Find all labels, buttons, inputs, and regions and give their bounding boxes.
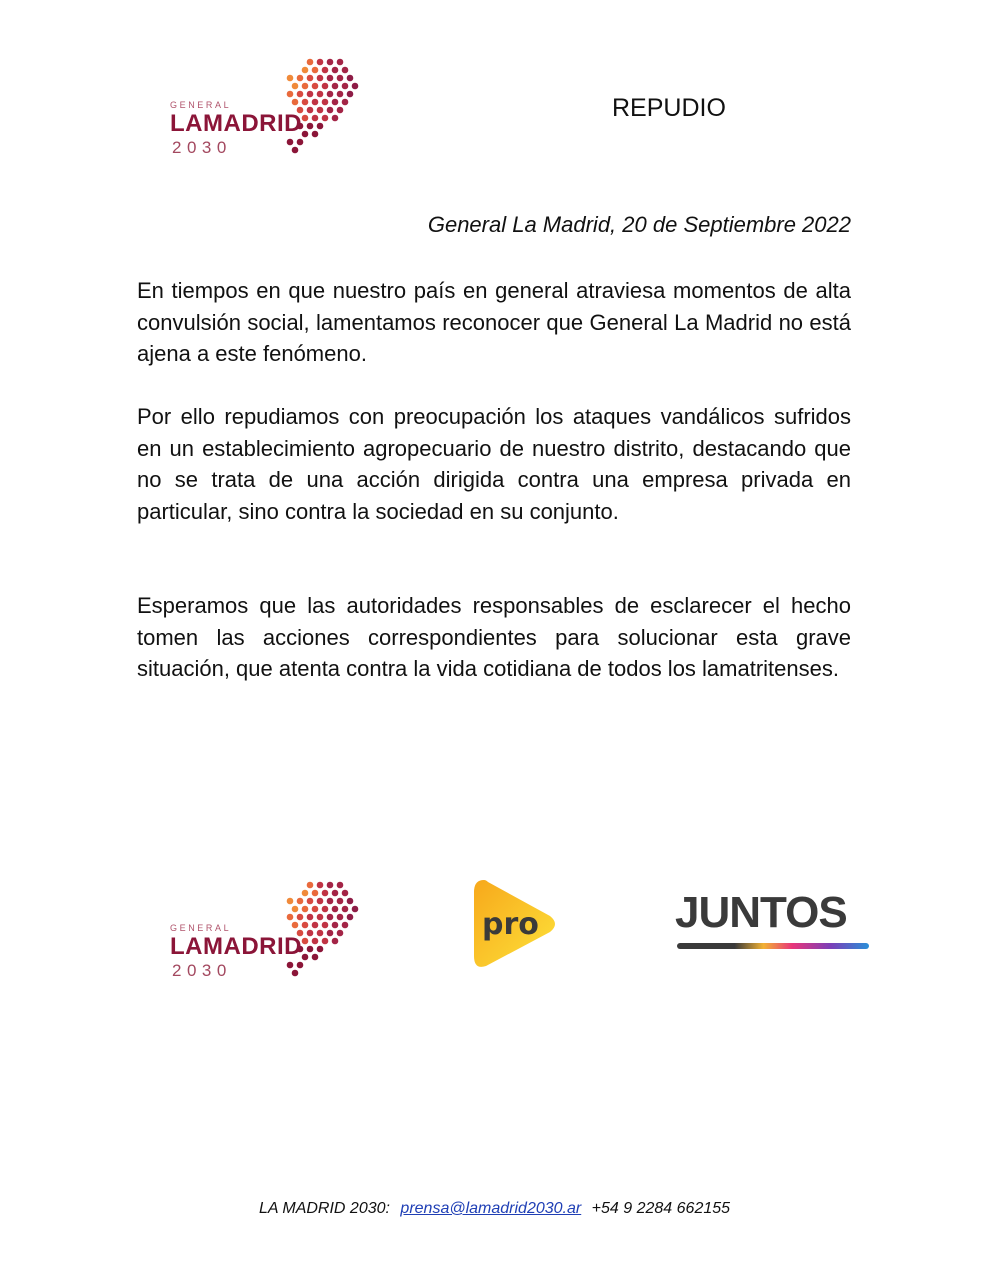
logo-dot <box>317 107 324 114</box>
logo-dot <box>302 906 309 913</box>
logo-dot <box>287 914 294 921</box>
logo-dot <box>317 882 324 889</box>
logo-dot <box>327 107 334 114</box>
logo-dot <box>327 914 334 921</box>
logo-dot <box>347 75 354 82</box>
paragraph-3: Esperamos que las autoridades responsables de esclarecer el hecho tomen las acciones correspondientes para solucionar esta grave situación, que atenta contra la vida cotidiana de todos los lamatritenses. <box>137 593 851 681</box>
logo-dot <box>297 91 304 98</box>
logo-dot <box>342 906 349 913</box>
logo-dot <box>297 139 304 146</box>
dots-map-icon <box>282 56 362 156</box>
logo-dot <box>342 99 349 106</box>
logo-dot <box>317 75 324 82</box>
logo-dot <box>292 99 299 106</box>
logo-dot <box>322 890 329 897</box>
logo-dot <box>342 83 349 90</box>
logo-dot <box>287 139 294 146</box>
logo-dot <box>322 83 329 90</box>
logo-dot <box>302 922 309 929</box>
logo-dot <box>297 75 304 82</box>
logo-dot <box>317 91 324 98</box>
logo-dot <box>287 91 294 98</box>
logo-dot <box>302 115 309 122</box>
logo-dot <box>332 67 339 74</box>
juntos-logo <box>675 888 871 958</box>
logo-dot <box>302 99 309 106</box>
logo-general-text: GENERAL <box>170 100 232 110</box>
pro-logo <box>470 876 560 972</box>
logo-dot <box>297 898 304 905</box>
logo-dot <box>332 890 339 897</box>
logo-lamadrid-text: LAMADRID <box>170 933 302 960</box>
logo-dot <box>332 99 339 106</box>
logo-dot <box>312 954 319 961</box>
logo-dot <box>312 938 319 945</box>
logo-dot <box>322 99 329 106</box>
logo-dot <box>347 91 354 98</box>
logo-dot <box>302 131 309 138</box>
logo-dot <box>312 115 319 122</box>
logo-dot <box>292 83 299 90</box>
logo-dot <box>312 67 319 74</box>
footer-email-link[interactable]: prensa@lamadrid2030.ar <box>400 1200 582 1217</box>
logo-dot <box>327 930 334 937</box>
logo-dot <box>337 91 344 98</box>
logo-dot <box>342 890 349 897</box>
footer-contact <box>0 1200 989 1218</box>
pro-logo-text: pro <box>482 907 539 942</box>
logo-general-text: GENERAL <box>170 923 232 933</box>
logo-dot <box>337 898 344 905</box>
logo-dot <box>332 83 339 90</box>
paragraph-2: Por ello repudiamos con preocupación los ataques vandálicos sufridos en un establecimiento agropecuario de nuestro distrito, destacando que no se trata de una acción dirigida contra una empresa privada en particular, sino contra la sociedad en su conjunto. <box>137 404 851 524</box>
logo-dot <box>307 91 314 98</box>
logo-dot <box>302 67 309 74</box>
logo-dot <box>352 83 359 90</box>
logo-dot <box>337 930 344 937</box>
logo-dot <box>322 922 329 929</box>
footer-phone: +54 9 2284 662155 <box>591 1200 731 1217</box>
logo-dot <box>307 946 314 953</box>
lamadrid-2030-logo-bottom <box>170 879 370 989</box>
logo-dot <box>292 922 299 929</box>
logo-dot <box>317 914 324 921</box>
logo-dot <box>312 131 319 138</box>
logo-lamadrid-text: LAMADRID <box>170 110 302 137</box>
logo-dot <box>317 123 324 130</box>
logo-dot <box>297 962 304 969</box>
logo-dot <box>302 954 309 961</box>
logo-dot <box>307 898 314 905</box>
logo-dot <box>337 59 344 66</box>
logo-dot <box>312 890 319 897</box>
dots-map-icon <box>282 879 362 979</box>
logo-dot <box>327 91 334 98</box>
logo-dot <box>347 898 354 905</box>
logo-dot <box>307 882 314 889</box>
logo-dot <box>287 962 294 969</box>
logo-dot <box>302 83 309 90</box>
logo-dot <box>342 922 349 929</box>
logo-dot <box>287 898 294 905</box>
paragraph-1: En tiempos en que nuestro país en general atraviesa momentos de alta convulsión social, lamentamos reconocer que General La Madrid no está ajena a este fenómeno. <box>137 278 851 366</box>
logo-dot <box>292 906 299 913</box>
logo-dot <box>332 115 339 122</box>
juntos-logo-text: JUNTOS <box>675 888 847 937</box>
logo-dot <box>312 906 319 913</box>
logo-dot <box>332 906 339 913</box>
logo-dot <box>352 906 359 913</box>
logo-year-text: 2030 <box>172 961 232 980</box>
logo-dot <box>332 938 339 945</box>
logo-dot <box>307 59 314 66</box>
logo-dot <box>307 75 314 82</box>
logo-dot <box>327 898 334 905</box>
logo-dot <box>337 914 344 921</box>
page-title: REPUDIO <box>612 94 726 122</box>
logo-dot <box>312 99 319 106</box>
logo-dot <box>332 922 339 929</box>
logo-dot <box>317 898 324 905</box>
logo-dot <box>297 914 304 921</box>
logo-dot <box>342 67 349 74</box>
logo-dot <box>317 946 324 953</box>
date-line: General La Madrid, 20 de Septiembre 2022 <box>427 212 851 237</box>
logo-dot <box>302 890 309 897</box>
logo-dot <box>302 938 309 945</box>
logo-dot <box>327 59 334 66</box>
lamadrid-2030-logo <box>170 56 370 166</box>
logo-dot <box>327 882 334 889</box>
logo-dot <box>292 970 299 977</box>
logo-dot <box>307 107 314 114</box>
logo-dot <box>322 115 329 122</box>
logo-dot <box>307 123 314 130</box>
logo-dot <box>322 938 329 945</box>
logo-year-text: 2030 <box>172 138 232 157</box>
logo-dot <box>337 107 344 114</box>
logo-dot <box>322 906 329 913</box>
logo-dot <box>317 59 324 66</box>
logo-dot <box>337 75 344 82</box>
logo-dot <box>347 914 354 921</box>
logo-dot <box>337 882 344 889</box>
logo-dot <box>327 75 334 82</box>
logo-dot <box>292 147 299 154</box>
logo-dot <box>312 922 319 929</box>
footer-org: LA MADRID 2030: <box>258 1200 390 1217</box>
logo-dot <box>317 930 324 937</box>
logo-dot <box>322 67 329 74</box>
logo-dot <box>287 75 294 82</box>
logo-dot <box>307 914 314 921</box>
juntos-color-bar <box>677 943 869 949</box>
logo-dot <box>307 930 314 937</box>
logo-dot <box>312 83 319 90</box>
